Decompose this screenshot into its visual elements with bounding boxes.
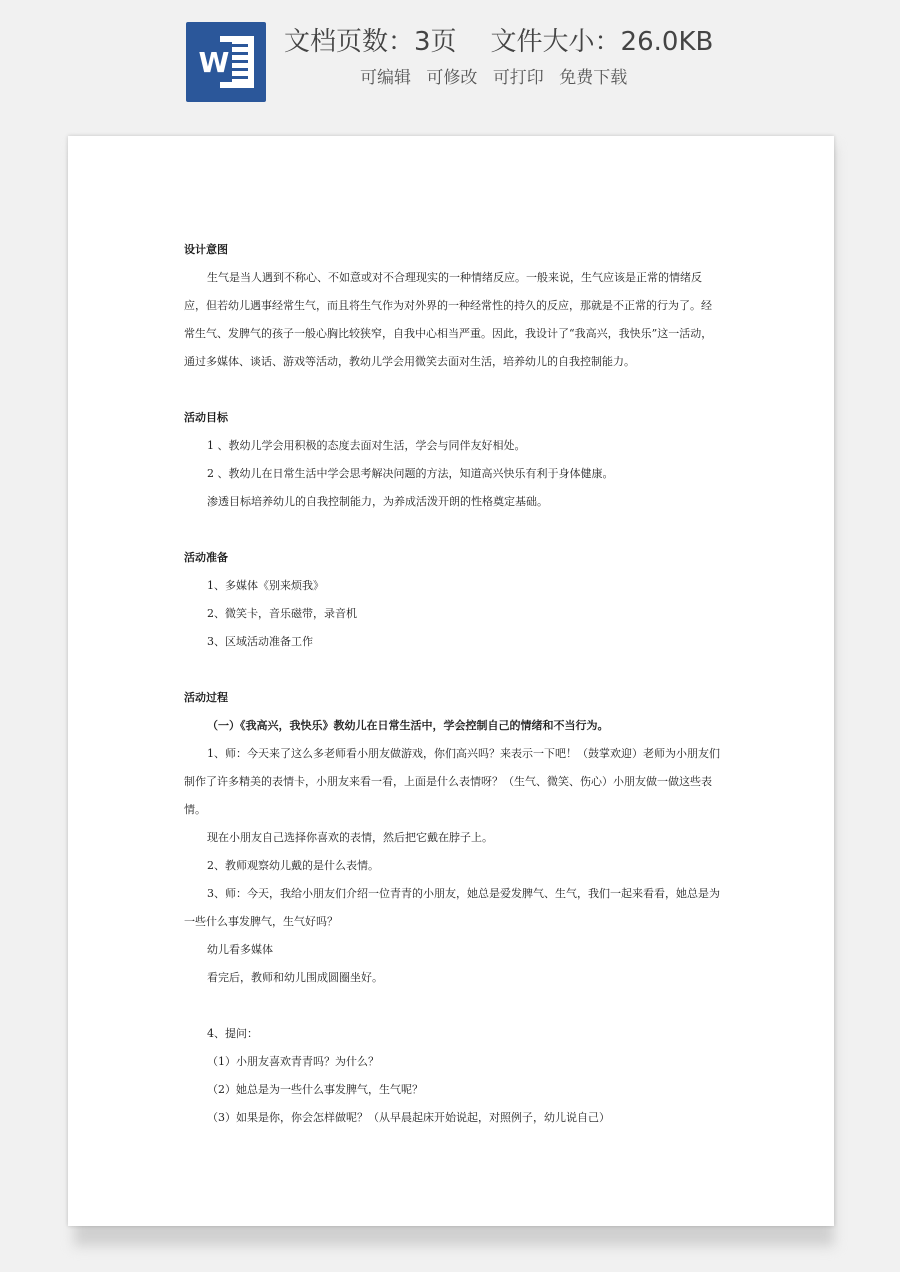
feature-printable: 可打印 [492,68,544,88]
preparation-item: 2、微笑卡，音乐磁带，录音机 [207,607,357,620]
feature-editable: 可编辑 [360,68,411,88]
question-item: （2）她总是为一些什么事发脾气，生气呢？ [207,1083,423,1096]
document-info-header [0,0,900,130]
goal-item: 2 、教幼儿在日常生活中学会思考解决问题的方法，知道高兴快乐有利于身体健康。 [207,467,614,480]
process-paragraph: 1、师：今天来了这么多老师看小朋友做游戏，你们高兴吗？来表示一下吧！（鼓掌欢迎）老师为小朋友们制作了许多精美的表情卡，小朋友来看一看，上面是什么表情呀？（生气、微笑、伤心）小朋友做一做这些表情。 [184,747,720,816]
process-paragraph: 看完后，教师和幼儿围成圆圈坐好。 [207,971,383,984]
goal-item: 1 、教幼儿学会用积极的态度去面对生活，学会与同伴友好相处。 [207,439,526,452]
section-heading-activity-process: 活动过程 [184,691,228,704]
document-meta-title [284,22,713,62]
question-item: （3）如果是你，你会怎样做呢？（从早晨起床开始说起，对照例子，幼儿说自己） [207,1111,610,1124]
design-intent-paragraph: 生气是当人遇到不称心、不如意或对不合理现实的一种情绪反应。一般来说，生气应该是正常的情绪反应，但若幼儿遇事经常生气，而且将生气作为对外界的一种经常性的持久的反应，那就是不正常的行为了。经常生气、发脾气的孩子一般心胸比较狭窄，自我中心相当严重。因此，我设计了“我高兴，我快乐”这一活动，通过多媒体、谈话、游戏等活动，教幼儿学会用微笑去面对生活，培养幼儿的自我控制能力。 [184,271,713,368]
process-paragraph: 2、教师观察幼儿戴的是什么表情。 [207,859,379,872]
word-document-icon: W [186,22,266,102]
process-paragraph: 3、师：今天，我给小朋友们介绍一位青青的小朋友，她总是爱发脾气、生气，我们一起来看看，她总是为一些什么事发脾气，生气好吗？ [184,887,720,928]
section-heading-activity-preparation: 活动准备 [184,551,228,564]
process-paragraph: 4、提问： [207,1027,258,1040]
feature-modifiable: 可修改 [426,68,478,88]
feature-free-download: 免费下载 [559,68,628,88]
feature-list [360,64,637,92]
process-paragraph: 现在小朋友自己选择你喜欢的表情，然后把它戴在脖子上。 [207,831,493,844]
document-content [184,236,720,1132]
section-heading-design-intent: 设计意图 [184,243,228,256]
document-page [68,136,834,1226]
section-heading-activity-goals: 活动目标 [184,411,228,424]
process-paragraph: 幼儿看多媒体 [207,943,273,956]
question-item: （1）小朋友喜欢青青吗？为什么？ [207,1055,379,1068]
file-size-text: 文件大小：26.0KB [490,27,714,57]
goal-item: 渗透目标培养幼儿的自我控制能力，为养成活泼开朗的性格奠定基础。 [207,495,548,508]
process-subheading: （一）《我高兴，我快乐》教幼儿在日常生活中，学会控制自己的情绪和不当行为。 [207,719,609,732]
preparation-item: 1、多媒体《别来烦我》 [207,579,324,592]
page-count-text: 文档页数：3页 [284,27,457,57]
preparation-item: 3、区域活动准备工作 [207,635,313,648]
